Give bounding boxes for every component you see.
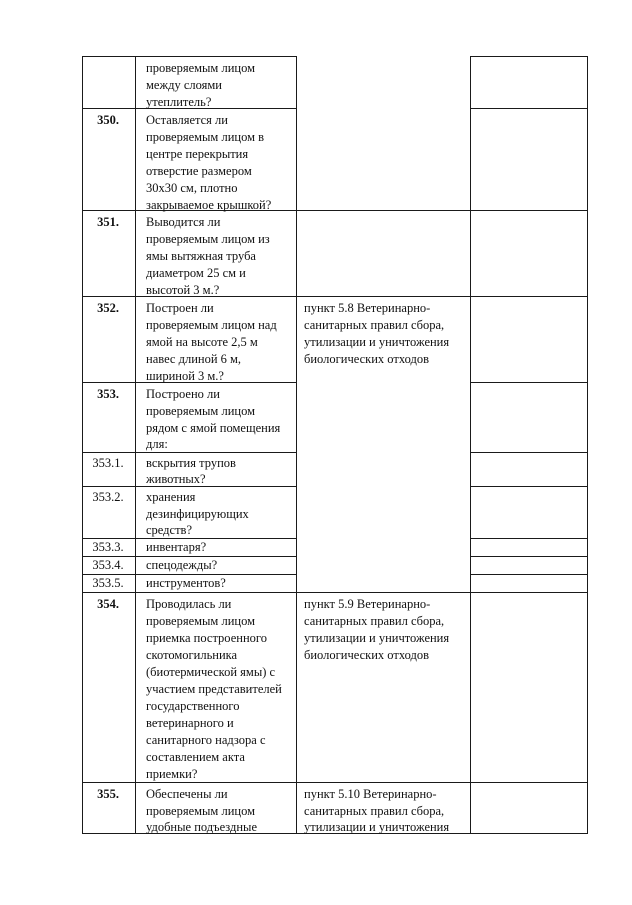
question-line: хранения: [146, 490, 196, 504]
row-number: 351.: [97, 215, 119, 229]
col-border: [296, 56, 297, 834]
row-number: 353.3.: [92, 540, 124, 554]
question-line: утеплитель?: [146, 95, 212, 109]
question-line: ветеринарного и: [146, 716, 234, 730]
row-number: 353.5.: [92, 576, 124, 590]
question-line: скотомогильника: [146, 648, 238, 662]
reference-line: утилизации и уничтожения: [304, 820, 450, 834]
question-line: вскрытия трупов: [146, 456, 236, 470]
question-line: высотой 3 м.?: [146, 283, 220, 297]
row-border: [82, 452, 297, 453]
question-line: Выводится ли: [146, 215, 221, 229]
question-line: инвентаря?: [146, 540, 207, 554]
question-line: удобные подъездные: [146, 820, 258, 834]
row-number: 353.1.: [92, 456, 124, 470]
col-border: [82, 56, 83, 834]
row-border: [470, 538, 588, 539]
row-number: 353.4.: [92, 558, 124, 572]
question-line: средств?: [146, 523, 193, 537]
row-border: [82, 592, 588, 593]
question-line: между слоями: [146, 78, 222, 92]
question-line: навес длиной 6 м,: [146, 352, 242, 366]
question-line: животных?: [146, 472, 206, 486]
reference-line: пункт 5.9 Ветеринарно-: [304, 597, 431, 611]
col-border: [470, 56, 471, 834]
question-line: диаметром 25 см и: [146, 266, 246, 280]
reference-line: санитарных правил сбора,: [304, 804, 445, 818]
question-line: ямой на высоте 2,5 м: [146, 335, 258, 349]
reference-line: пункт 5.8 Ветеринарно-: [304, 301, 431, 315]
row-border: [470, 382, 588, 383]
question-line: спецодежды?: [146, 558, 218, 572]
question-line: проверяемым лицом из: [146, 232, 270, 246]
row-border: [470, 56, 588, 57]
col-border: [587, 56, 588, 834]
row-border: [470, 486, 588, 487]
reference-line: биологических отходов: [304, 648, 429, 662]
row-border: [470, 556, 588, 557]
question-line: приемка построенного: [146, 631, 267, 645]
row-number: 352.: [97, 301, 119, 315]
row-border: [470, 574, 588, 575]
reference-line: пункт 5.10 Ветеринарно-: [304, 787, 437, 801]
row-number: 353.: [97, 387, 119, 401]
question-line: проверяемым лицом над: [146, 318, 277, 332]
question-line: закрываемое крышкой?: [146, 198, 272, 212]
reference-line: санитарных правил сбора,: [304, 318, 445, 332]
question-line: (биотермической ямы) с: [146, 665, 276, 679]
question-line: ямы вытяжная труба: [146, 249, 256, 263]
question-line: центре перекрытия: [146, 147, 249, 161]
question-line: проверяемым лицом в: [146, 130, 265, 144]
row-border: [82, 56, 297, 57]
question-line: рядом с ямой помещения: [146, 421, 281, 435]
question-line: Построено ли: [146, 387, 220, 401]
question-line: Оставляется ли: [146, 113, 228, 127]
question-line: проверяемым лицом: [146, 804, 255, 818]
row-border: [470, 108, 588, 109]
row-number: 353.2.: [92, 490, 124, 504]
question-line: для:: [146, 437, 168, 451]
question-line: инструментов?: [146, 576, 226, 590]
question-line: Проводилась ли: [146, 597, 232, 611]
question-line: отверстие размером: [146, 164, 252, 178]
question-line: проверяемым лицом: [146, 404, 255, 418]
reference-line: утилизации и уничтожения: [304, 631, 450, 645]
row-number: 354.: [97, 597, 119, 611]
question-line: Построен ли: [146, 301, 214, 315]
question-line: приемки?: [146, 767, 198, 781]
question-line: государственного: [146, 699, 240, 713]
question-line: санитарного надзора с: [146, 733, 266, 747]
reference-line: санитарных правил сбора,: [304, 614, 445, 628]
question-line: дезинфицирующих: [146, 507, 249, 521]
question-line: проверяемым лицом: [146, 614, 255, 628]
reference-line: биологических отходов: [304, 352, 429, 366]
row-border: [470, 452, 588, 453]
row-number: 350.: [97, 113, 119, 127]
question-line: участием представителей: [146, 682, 282, 696]
row-number: 355.: [97, 787, 119, 801]
question-line: составлением акта: [146, 750, 245, 764]
col-border: [135, 56, 136, 834]
question-line: проверяемым лицом: [146, 61, 255, 75]
question-line: 30х30 см, плотно: [146, 181, 238, 195]
question-line: Обеспечены ли: [146, 787, 228, 801]
question-line: шириной 3 м.?: [146, 369, 224, 383]
reference-line: утилизации и уничтожения: [304, 335, 450, 349]
